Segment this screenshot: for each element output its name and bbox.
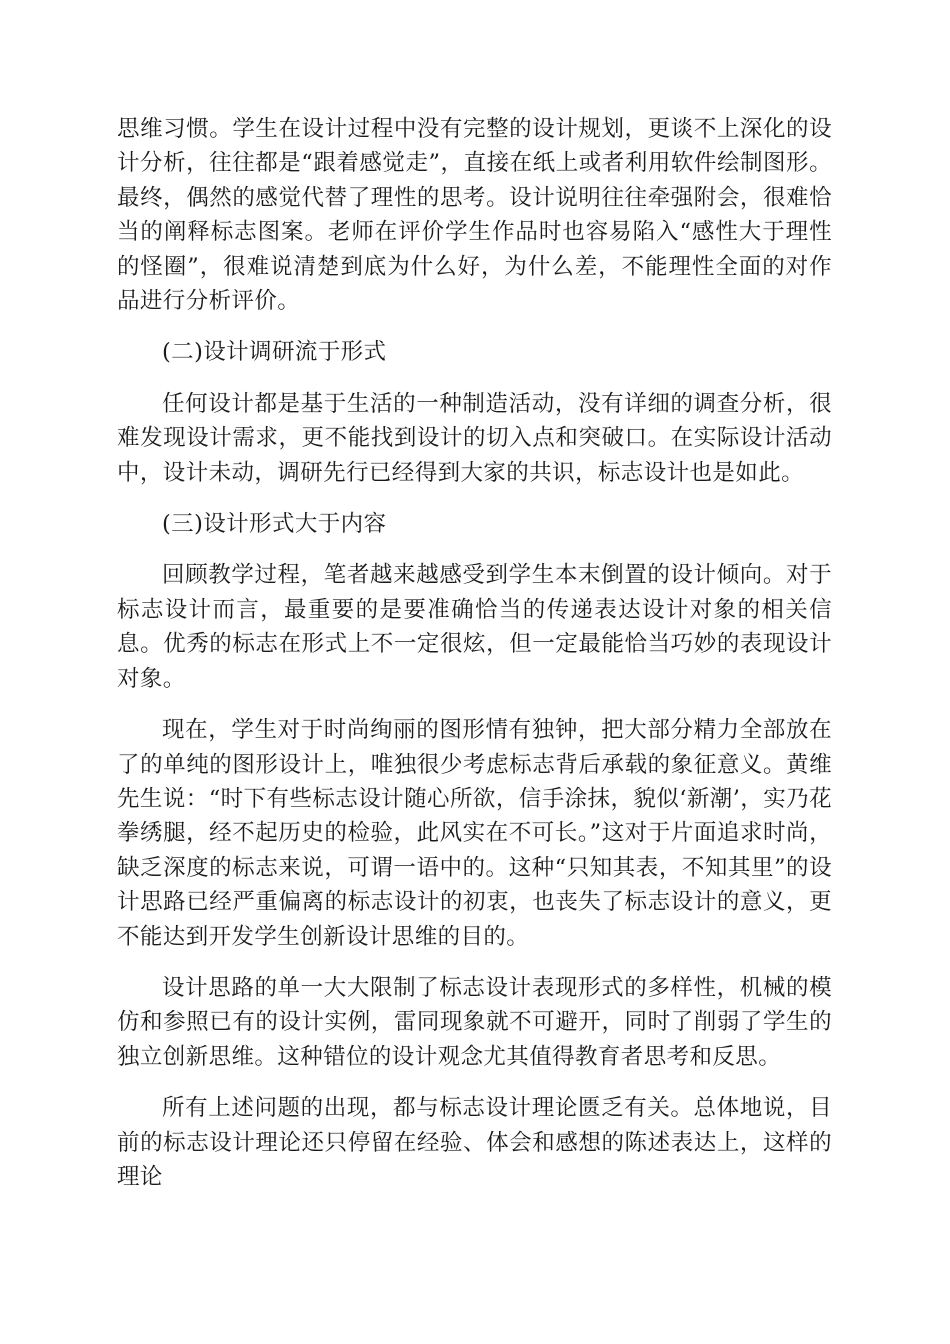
paragraph-form-over-content: 回顾教学过程，笔者越来越感受到学生本末倒置的设计倾向。对于标志设计而言，最重要的是要准确恰当的传递表达设计对象的相关信息。优秀的标志在形式上不一定很炫，但一定最能恰当巧妙的表现设计对象。 [117,562,832,692]
section-heading-2: (二)设计调研流于形式 [162,339,387,366]
document-body [117,112,832,1211]
paragraph-design-research: 任何设计都是基于生活的一种制造活动，没有详细的调查分析，很难发现设计需求，更不能找到设计的切入点和突破口。在实际设计活动中，设计未动，调研先行已经得到大家的共识，标志设计也是如此。 [117,390,832,486]
paragraph-theory-lacking: 所有上述问题的出现，都与标志设计理论匮乏有关。总体地说，目前的标志设计理论还只停留在经验、体会和感想的陈述表达上，这样的理论 [117,1095,832,1190]
paragraph-continued: 思维习惯。学生在设计过程中没有完整的设计规划，更谈不上深化的设计分析，往往都是“跟着感觉走”，直接在纸上或者利用软件绘制图形。最终，偶然的感觉代替了理性的思考。设计说明往往牵强附会，很难恰当的阐释标志图案。老师在评价学生作品时也容易陷入“感性大于理性的怪圈”，很难说清楚到底为什么好，为什么差，不能理性全面的对作品进行分析评价。 [117,116,832,315]
section-heading-3: (三)设计形式大于内容 [162,511,387,538]
paragraph-single-approach: 设计思路的单一大大限制了标志设计表现形式的多样性，机械的模仿和参照已有的设计实例，雷同现象就不可避开，同时了削弱了学生的独立创新思维。这种错位的设计观念尤其值得教育者思考和反思。 [117,974,832,1070]
paragraph-students-trend: 现在，学生对于时尚绚丽的图形情有独钟，把大部分精力全部放在了的单纯的图形设计上，唯独很少考虑标志背后承载的象征意义。黄维先生说：“时下有些标志设计随心所欲，信手涂抹，貌似‘新潮’，实乃花拳绣腿，经不起历史的检验，此风实在不可长。”这对于片面追求时尚，缺乏深度的标志来说，可谓一语中的。这种“只知其表，不知其里”的设计思路已经严重偏离的标志设计的初衷，也丧失了标志设计的意义，更不能达到开发学生创新设计思维的目的。 [117,717,832,950]
